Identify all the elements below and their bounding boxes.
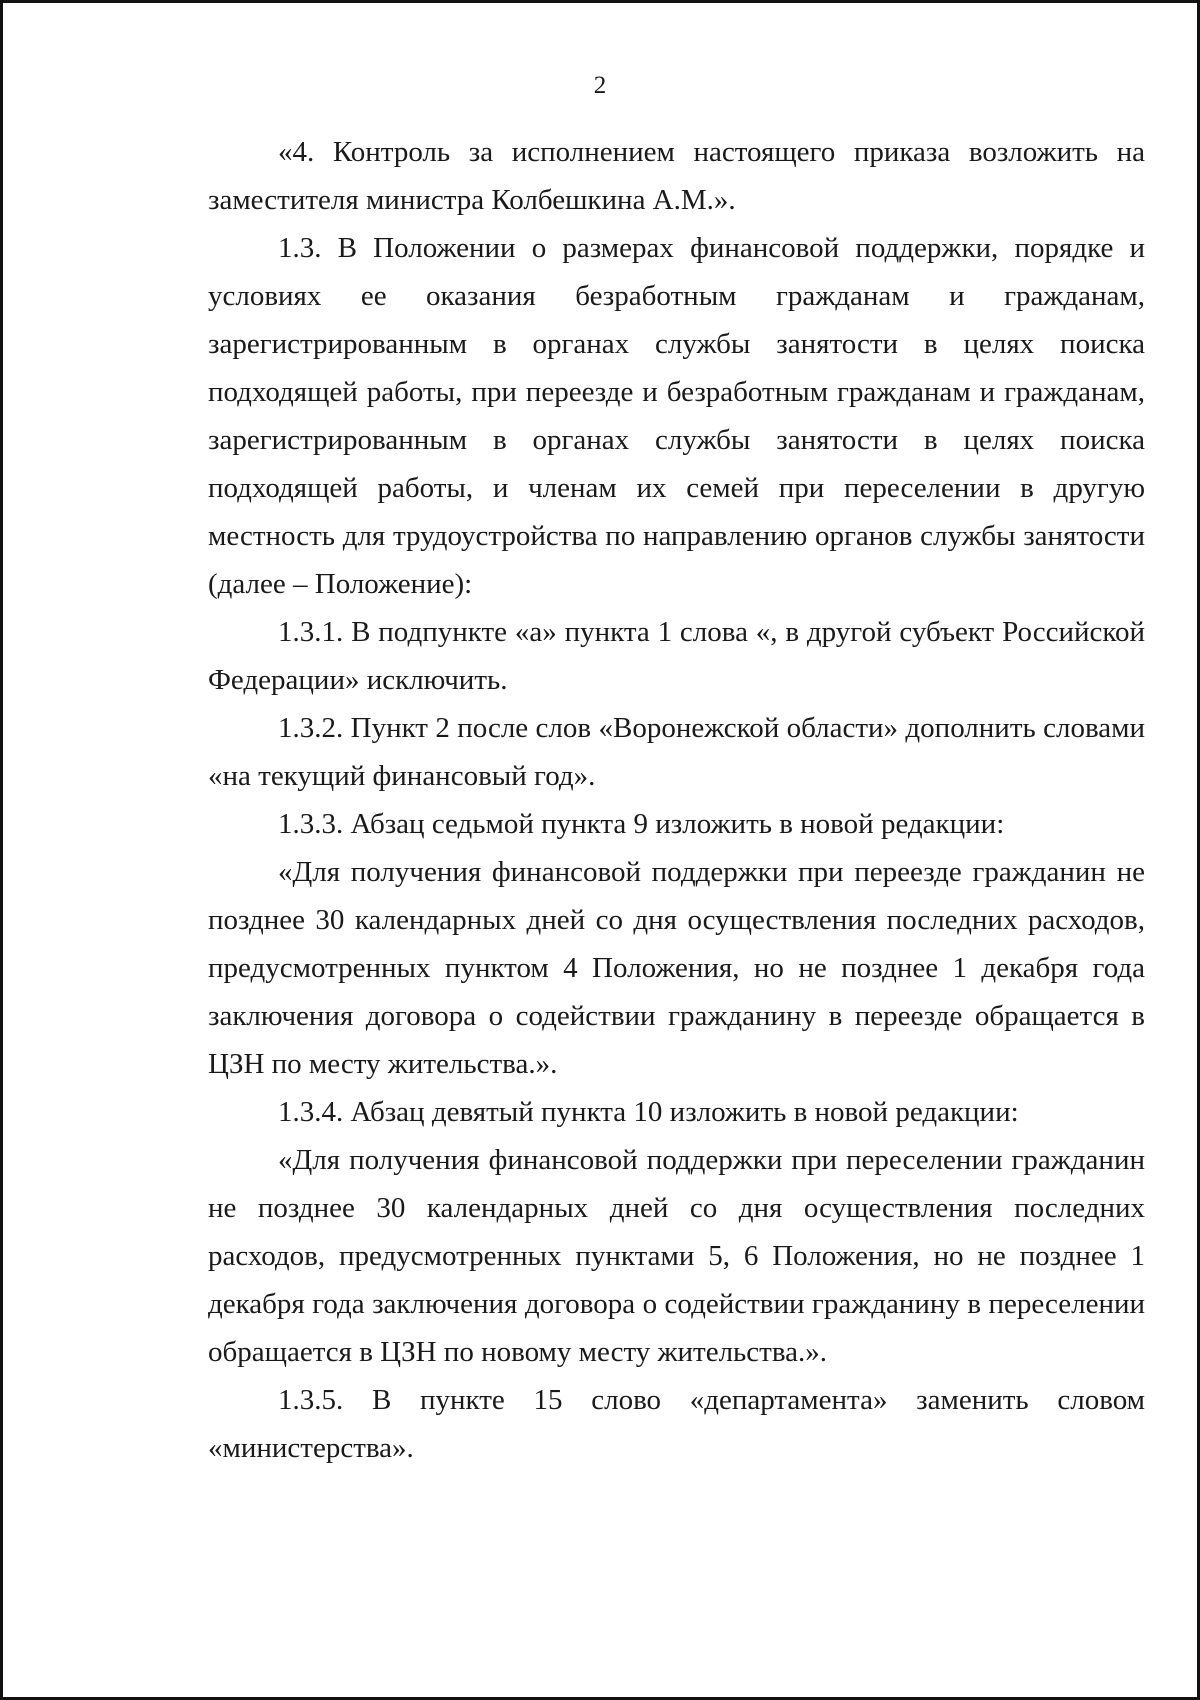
paragraph-1-3-1: 1.3.1. В подпункте «а» пункта 1 слова «, в другой субъект Российской Федерации» исключить. [208, 616, 1145, 696]
paragraph-quote-resettlement: «Для получения финансовой поддержки при переселении гражданин не позднее 30 календарных дней со дня осуществления последних расходов, предусмотренных пунктами 5, 6 Положения, но не позднее 1 декабря года заключения договора о содействии гражданину в переселении обращается в ЦЗН по новому месту жительства.». [208, 1144, 1145, 1368]
paragraph-1-3-2: 1.3.2. Пункт 2 после слов «Воронежской области» дополнить словами «на текущий финансовый год». [208, 712, 1145, 792]
paragraph-1-3-4: 1.3.4. Абзац девятый пункта 10 изложить в новой редакции: [278, 1096, 1019, 1128]
paragraph-quote-relocation: «Для получения финансовой поддержки при переезде гражданин не позднее 30 календарных дней со дня осуществления последних расходов, предусмотренных пунктом 4 Положения, но не позднее 1 декабря года заключения договора о содействии гражданину в переезде обращается в ЦЗН по месту жительства.». [208, 856, 1145, 1080]
document-body [208, 128, 1145, 1472]
paragraph-1-3: 1.3. В Положении о размерах финансовой поддержки, порядке и условиях ее оказания безработным гражданам и гражданам, зарегистрированным в органах службы занятости в целях поиска подходящей работы, при переезде и безработным гражданам и гражданам, зарегистрированным в органах службы занятости в целях поиска подходящей работы, и членам их семей при переселении в другую местность для трудоустройства по направлению органов службы занятости (далее – Положение): [208, 232, 1145, 600]
paragraph-1-3-5: 1.3.5. В пункте 15 слово «департамента» заменить словом «министерства». [208, 1384, 1145, 1464]
scan-border-top [0, 0, 1200, 3]
paragraph-control-clause: «4. Контроль за исполнением настоящего приказа возложить на заместителя министра Колбешкина А.М.». [208, 136, 1145, 216]
paragraph-1-3-3: 1.3.3. Абзац седьмой пункта 9 изложить в новой редакции: [278, 808, 1005, 840]
scan-border-left [0, 0, 3, 1700]
page-number: 2 [593, 72, 607, 99]
